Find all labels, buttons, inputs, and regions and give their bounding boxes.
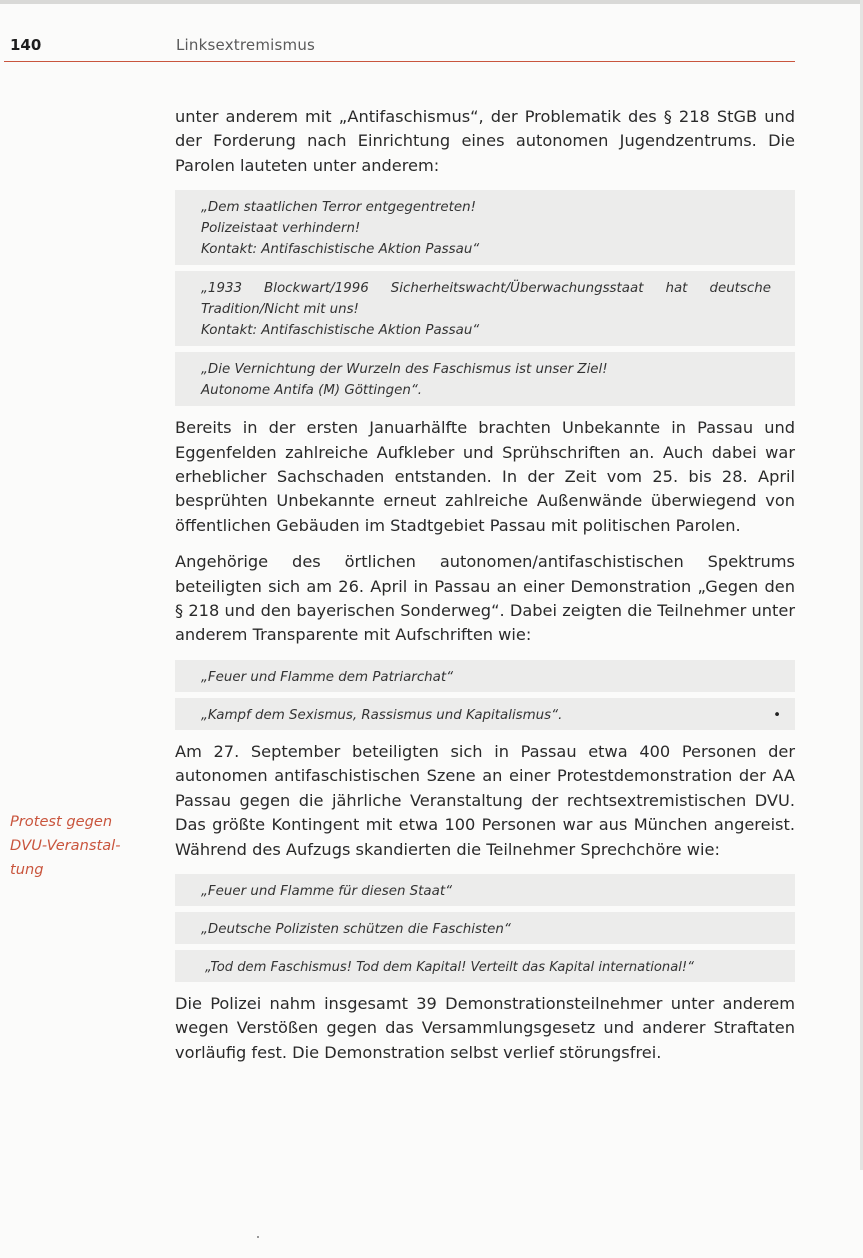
page-top-edge — [0, 0, 863, 4]
quote-line: „Tod dem Faschismus! Tod dem Kapital! Verteilt das Kapital international!“ — [205, 959, 694, 975]
quote-group-chants — [175, 874, 795, 982]
bullet-dot-icon: • — [773, 707, 781, 723]
quote-box — [175, 950, 795, 982]
paragraph-dvu-protest: Am 27. September beteiligten sich in Passau etwa 400 Personen der autonomen antifaschistischen Szene an einer Protestdemonstration der AA Passau gegen die jährliche Veranstaltung der rechtsextremistischen DVU. Das größte Kontingent mit etwa 100 Personen war aus München angereist. Während des Aufzugs skandierten die Teilnehmer Sprechchöre wie: — [175, 741, 795, 859]
page-header — [0, 34, 795, 64]
quote-box — [175, 874, 795, 906]
quote-line: „Feuer und Flamme für diesen Staat“ — [201, 883, 453, 899]
quote-line: Autonome Antifa (M) Göttingen“. — [201, 383, 423, 399]
paragraph-arrests: Die Polizei nahm insgesamt 39 Demonstrationsteilnehmer unter anderem wegen Verstößen gegen das Versammlungsgesetz und anderer Straftaten vorläufig fest. Die Demonstration selbst verlief störungsfrei. — [175, 993, 795, 1062]
quote-box — [175, 698, 795, 730]
margin-note — [10, 810, 160, 882]
running-title: Linksextremismus — [176, 36, 316, 54]
quote-box — [175, 912, 795, 944]
quote-line: „Kampf dem Sexismus, Rassismus und Kapitalismus“. — [201, 707, 563, 723]
paragraph-graffiti: Bereits in der ersten Januarhälfte brachten Unbekannte in Passau und Eggenfelden zahlreiche Aufkleber und Sprühschriften an. Auch dabei war erheblicher Sachschaden entstanden. In der Zeit vom 25. bis 28. April besprühten Unbekannte erneut zahlreiche Außenwände überwiegend von öffentlichen Gebäuden im Stadtgebiet Passau mit politischen Parolen. — [175, 418, 795, 535]
quote-line: „1933 Blockwart/1996 Sicherheitswacht/Überwachungsstaat hat deutsche Tradition/Nicht mit uns! — [201, 281, 771, 318]
quote-line: Polizeistaat verhindern! — [201, 221, 361, 237]
header-rule — [4, 61, 795, 62]
quote-line: Kontakt: Antifaschistische Aktion Passau“ — [201, 323, 480, 339]
quote-box — [175, 352, 795, 406]
quote-line: „Die Vernichtung der Wurzeln des Faschismus ist unser Ziel! — [201, 362, 608, 378]
quote-line: „Feuer und Flamme dem Patriarchat“ — [201, 669, 454, 685]
paragraph-demonstration-april: Angehörige des örtlichen autonomen/antifaschistischen Spektrums beteiligten sich am 26. April in Passau an einer Demonstration „Gegen den § 218 und den bayerischen Sonderweg“. Dabei zeigten die Teilnehmer unter anderem Transparente mit Aufschriften wie: — [175, 552, 795, 645]
margin-note-line: tung — [10, 861, 44, 878]
quote-line: Kontakt: Antifaschistische Aktion Passau“ — [201, 242, 480, 258]
page-number: 140 — [10, 36, 42, 54]
main-text-column — [175, 105, 795, 1077]
quote-box — [175, 271, 795, 346]
quote-line: „Dem staatlichen Terror entgegentreten! — [201, 200, 476, 216]
quote-group-banners — [175, 660, 795, 730]
margin-note-line: Protest gegen — [10, 813, 113, 830]
quote-box — [175, 660, 795, 692]
quote-group-slogans — [175, 190, 795, 406]
scan-artifact-dot — [257, 1236, 259, 1238]
paragraph-intro: unter anderem mit „Antifaschismus“, der Problematik des § 218 StGB und der Forderung nach Einrichtung eines autonomen Jugendzentrums. Die Parolen lauteten unter anderem: — [175, 107, 795, 175]
quote-line: „Deutsche Polizisten schützen die Faschisten“ — [201, 921, 511, 937]
margin-note-line: DVU-Veranstal- — [10, 837, 121, 854]
quote-box — [175, 190, 795, 265]
